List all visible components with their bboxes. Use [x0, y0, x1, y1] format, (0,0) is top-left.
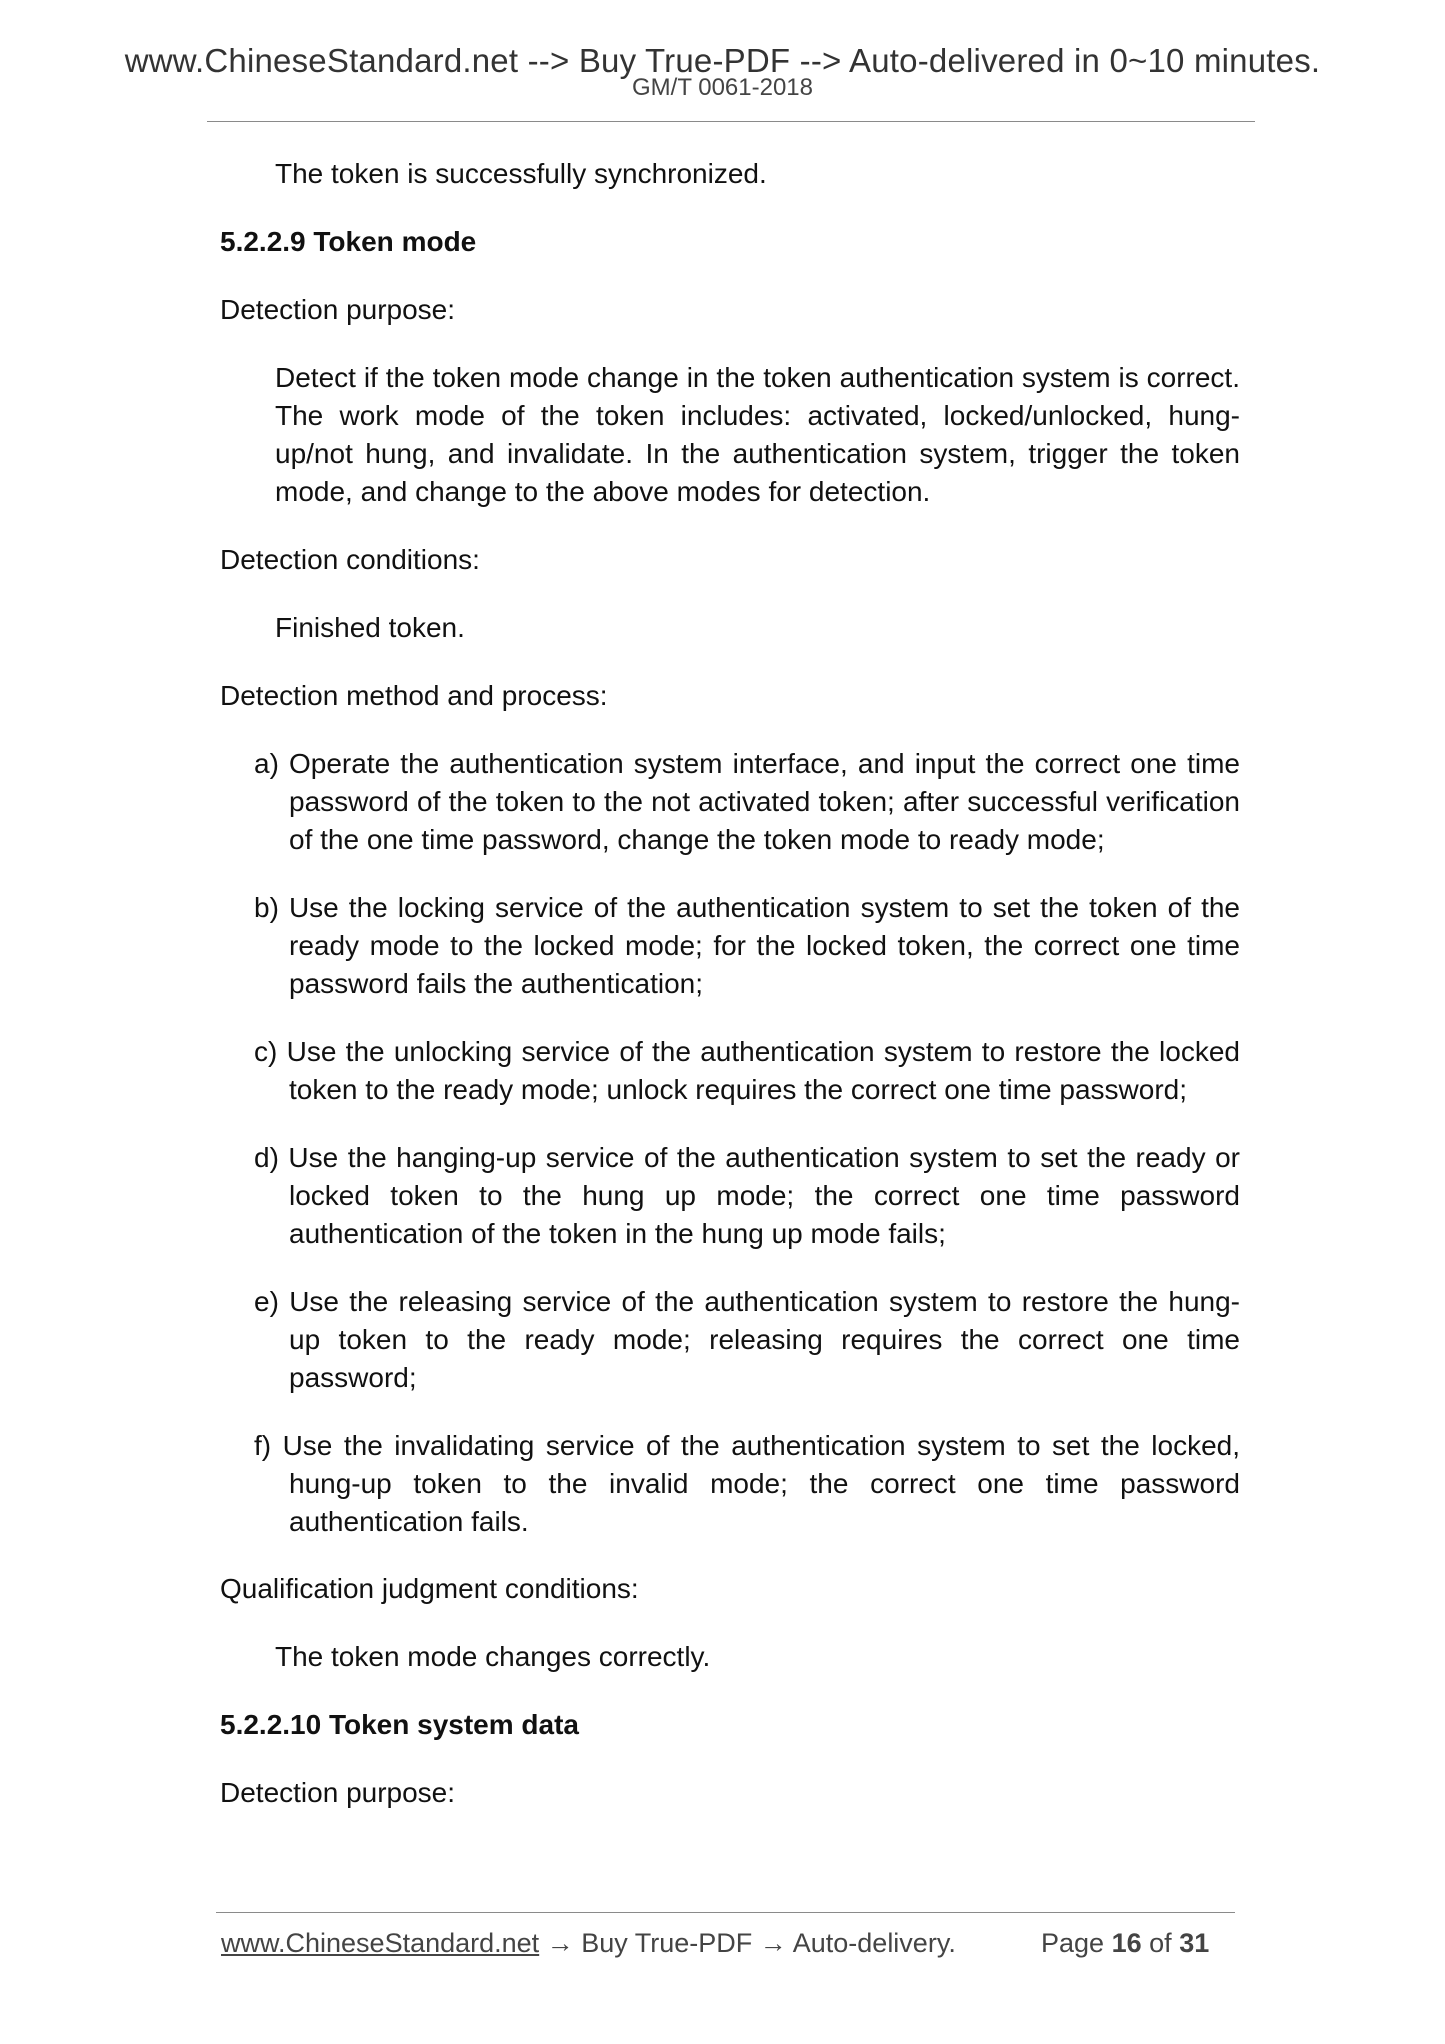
page-total: 31: [1179, 1928, 1210, 1958]
detection-purpose-label-2: Detection purpose:: [220, 1777, 456, 1808]
footer-tail-text: → Buy True-PDF → Auto-delivery.: [539, 1928, 956, 1958]
header-divider: [207, 121, 1255, 122]
document-code: GM/T 0061-2018: [632, 74, 813, 101]
detection-conditions-text: Finished token.: [275, 612, 465, 643]
footer-promo: [221, 1928, 956, 1959]
footer-website-link[interactable]: www.ChineseStandard.net: [221, 1928, 540, 1958]
page-label: Page: [1041, 1928, 1105, 1958]
qualification-judgment-text: The token mode changes correctly.: [275, 1641, 711, 1672]
footer-divider: [216, 1912, 1235, 1913]
section-heading-token-mode: 5.2.2.9 Token mode: [220, 226, 477, 257]
step-b: b) Use the locking service of the authentication system to set the token of the ready mode to the locked mode; for the locked token, the correct one time password fails the authentication;: [254, 892, 1240, 999]
step-d: d) Use the hanging-up service of the authentication system to set the ready or locked token to the hung up mode; the correct one time password authentication of the token in the hung up mode fails;: [254, 1142, 1240, 1249]
step-f: f) Use the invalidating service of the authentication system to set the locked, hung-up token to the invalid mode; the correct one time password authentication fails.: [254, 1430, 1240, 1537]
page-current: 16: [1111, 1928, 1142, 1958]
detection-conditions-label: Detection conditions:: [220, 544, 480, 575]
detection-purpose-label: Detection purpose:: [220, 294, 456, 325]
step-c: c) Use the unlocking service of the authentication system to restore the locked token to the ready mode; unlock requires the correct one time password;: [254, 1036, 1240, 1105]
detection-method-label: Detection method and process:: [220, 680, 608, 711]
header-banner: www.ChineseStandard.net --> Buy True-PDF --> Auto-delivered in 0~10 minutes.: [124, 42, 1321, 79]
intro-text: The token is successfully synchronized.: [275, 158, 767, 189]
page-content: [220, 155, 1240, 1842]
step-a: a) Operate the authentication system interface, and input the correct one time password of the token to the not activated token; after successful verification of the one time password, change the token mode to ready mode;: [254, 748, 1240, 855]
page-of: of: [1149, 1928, 1172, 1958]
page-indicator: [1041, 1928, 1209, 1959]
step-e: e) Use the releasing service of the authentication system to restore the hung-up token to the ready mode; releasing requires the correct one time password;: [254, 1286, 1240, 1393]
qualification-judgment-label: Qualification judgment conditions:: [220, 1573, 639, 1604]
detection-purpose-text: Detect if the token mode change in the token authentication system is correct. The work mode of the token includes: activated, locked/unlocked, hung-up/not hung, and invalidate. In the authentication system, trigger the token mode, and change to the above modes for detection.: [275, 362, 1240, 507]
section-heading-token-system-data: 5.2.2.10 Token system data: [220, 1709, 579, 1740]
